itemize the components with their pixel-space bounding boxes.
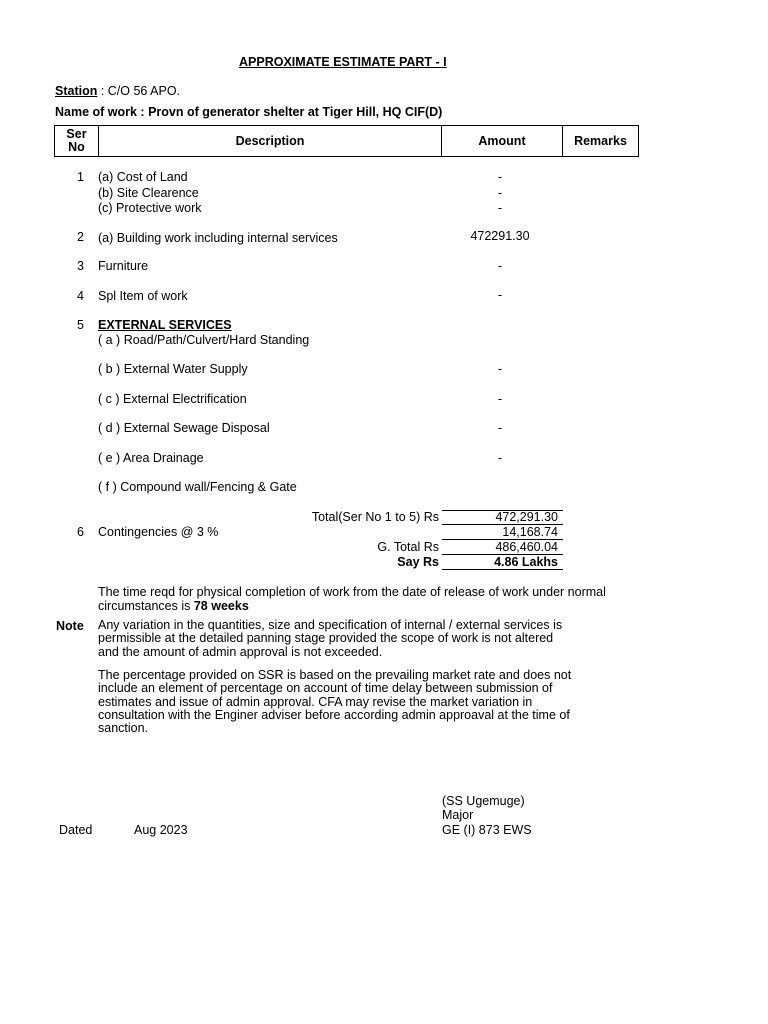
station-line [55,84,180,98]
item-2-amount: 472291.30 [470,229,530,243]
item-1b-amount: - [497,186,503,200]
gtotal-value: 486,460.04 [495,540,558,554]
item-6-number: 6 [77,525,84,539]
item-4-amount: - [497,288,503,302]
completion-line-1: The time reqd for physical completion of work from the date of release of work under normal [98,585,606,599]
item-3-desc: Furniture [98,259,149,273]
item-5b-amount: - [497,362,503,376]
header-amount: Amount [442,126,563,156]
dated-value: Aug 2023 [134,823,188,837]
note-paragraph-1: Any variation in the quantities, size and specification of internal / external services is permissible at the detailed panning stage provided the scope of work is not altered and the amount of admin approval is not exceeded. [98,618,563,659]
item-3-number: 3 [77,259,84,273]
item-1c-desc: (c) Protective work [98,201,202,215]
item-5b-desc: ( b ) External Water Supply [98,362,248,376]
signatory-name: (SS Ugemuge) [442,794,525,808]
say-rule [442,569,563,570]
station-value: : C/O 56 APO. [97,84,181,98]
table-header [54,125,639,157]
say-label: Say Rs [397,555,439,569]
item-5e-desc: ( e ) Area Drainage [98,451,204,465]
item-3-amount: - [497,259,503,273]
header-description: Description [99,126,442,156]
total-value: 472,291.30 [495,510,558,524]
item-5d-desc: ( d ) External Sewage Disposal [98,421,270,435]
document-title: APPROXIMATE ESTIMATE PART - I [239,55,447,69]
header-remarks: Remarks [574,133,627,148]
item-1-number: 1 [77,170,84,184]
signatory-appointment: GE (I) 873 EWS [442,823,532,837]
item-4-number: 4 [77,289,84,303]
completion-weeks: 78 weeks [193,599,249,613]
item-5d-amount: - [497,421,503,435]
gtotal-label: G. Total Rs [377,540,439,554]
item-1b-desc: (b) Site Clearence [98,186,199,200]
total-label: Total(Ser No 1 to 5) Rs [311,510,439,524]
item-5-number: 5 [77,318,84,332]
completion-line-2 [98,599,249,613]
item-5e-amount: - [497,451,503,465]
header-ser-no-label: Ser No [66,127,87,154]
completion-prefix: circumstances is [98,599,194,613]
item-5f-desc: ( f ) Compound wall/Fencing & Gate [98,480,297,494]
item-6-desc: Contingencies @ 3 % [98,525,219,539]
item-5-heading: EXTERNAL SERVICES [98,318,232,332]
signatory-rank: Major [442,808,474,822]
item-1a-amount: - [497,170,503,184]
item-2-desc: (a) Building work including internal services [98,231,338,245]
item-5a-desc: ( a ) Road/Path/Culvert/Hard Standing [98,333,310,347]
station-label: Station [55,84,98,98]
header-ser-no [55,126,99,156]
item-4-desc: Spl Item of work [98,289,188,303]
item-1a-desc: (a) Cost of Land [98,170,188,184]
note-paragraph-2: The percentage provided on SSR is based on the prevailing market rate and does not include an element of percentage on account of time delay between submission of estimates and issue of admin approval. CFA may revise the market variation in consultation with the Enginer adviser before according admin approaval at the time of sanction. [98,668,572,736]
item-5c-desc: ( c ) External Electrification [98,392,247,406]
contingency-value: 14,168.74 [502,525,558,539]
item-1c-amount: - [497,201,503,215]
name-of-work: Name of work : Provn of generator shelter at Tiger Hill, HQ CIF(D) [55,105,443,119]
item-5c-amount: - [497,392,503,406]
say-value: 4.86 Lakhs [494,555,558,569]
item-2-number: 2 [77,230,84,244]
note-label: Note [56,619,84,633]
dated-label: Dated [59,823,93,837]
